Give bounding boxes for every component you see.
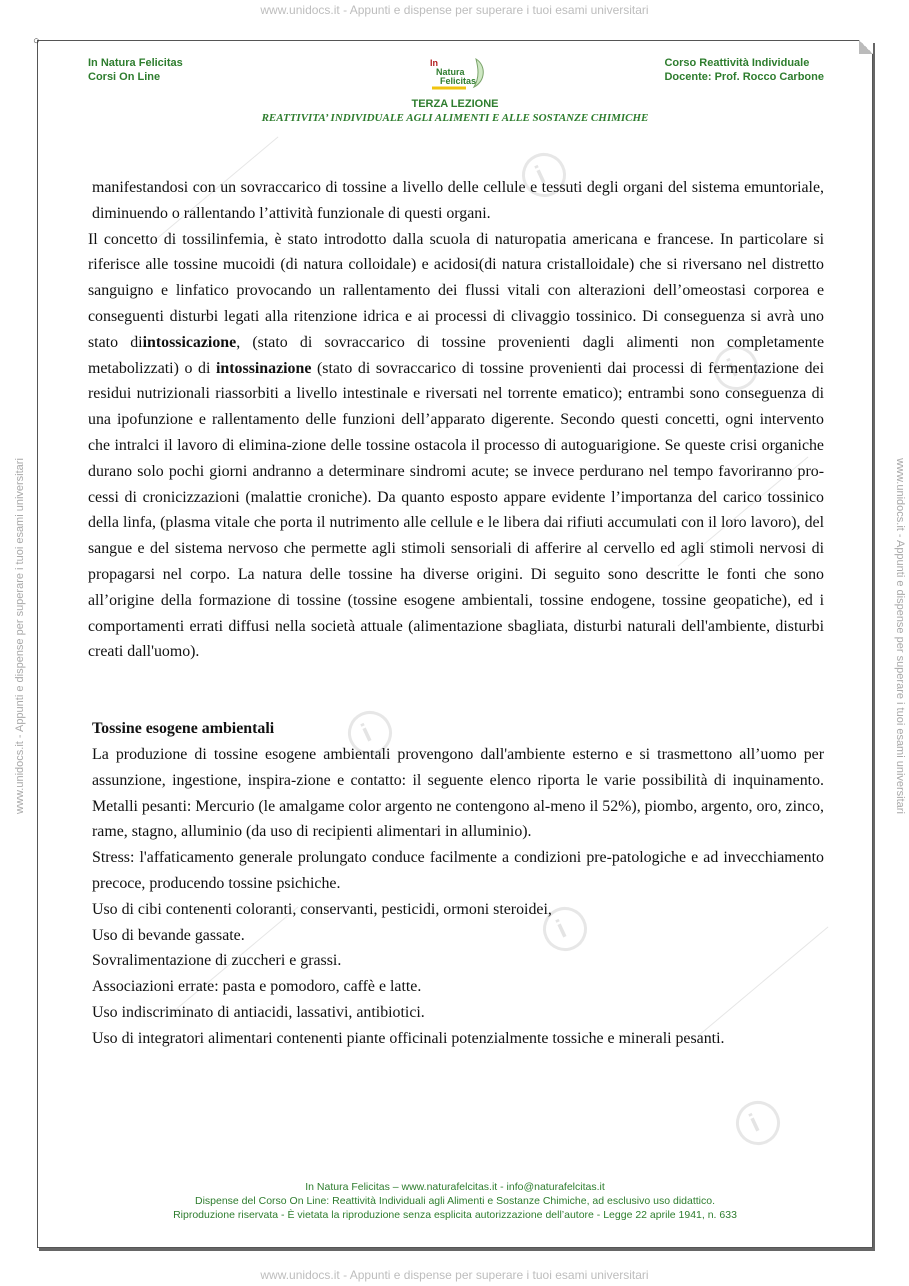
paragraph-text: (stato di sovraccarico di tossine provenienti dai processi di fermentazione dei residui nutrizionali riassorbiti a livello intestinale e riversati nel torrente ematico); entrambi sono conseguenza di una ipofunzione e rallentamento delle funzioni dell’apparato digerente. Secondo questi concetti, ogni intervento che intralci il lavoro di elimina-zione delle tossine ostacola il processo di autoguarigione. Se queste crisi organiche durano solo pochi giorni andranno a determinare sindromi acute; se invece perdurano nel tempo favoriranno pro-cessi di cronicizzazioni (malattie croniche). Da quanto esposto appare evidente l’importanza del carico tossinico della linfa, (plasma vitale che porta il nutrimento alle cellule e le libera dai rifiuti accumulati con il loro lavoro), del sangue e del sistema nervoso che permette agli stimoli sensoriali di afferire al cervello ed agli stimoli nervosi di propagarsi nel corpo. La natura delle tossine ha diverse origini. Di seguito sono descritte le fonti che sono all’origine della formazione di tossine (tossine esogene ambientali, tossine endogene, tossine geopatiche), ed i comportamenti errati diffusi nella società attuale (alimentazione sbagliata, disturbi naturali dell'ambiente, disturbi creati dall'uomo). [88,359,824,661]
document-page [33,35,873,1248]
term-intossicazione: intossicazione [142,333,237,351]
lesson-subtitle: REATTIVITA’ INDIVIDUALE AGLI ALIMENTI E ALLE SOSTANZE CHIMICHE [261,112,649,124]
list-item: Sovralimentazione di zuccheri e grassi. [92,952,342,970]
footer-line: Riproduzione riservata - È vietata la riproduzione senza esplicita autorizzazione dell’autore - Legge 22 aprile 1941, n. 633 [173,1209,737,1221]
footer-line: In Natura Felicitas – www.naturafelcitas.it - info@naturafelcitas.it [305,1181,605,1193]
term-intossinazione: intossinazione [216,359,312,377]
list-item: Associazioni errate: pasta e pomodoro, caffè e latte. [92,978,422,996]
footer-line: Dispense del Corso On Line: Reattività Individuali agli Alimenti e Sostanze Chimiche, ad esclusivo uso didattico. [194,1195,716,1207]
paragraph: manifestandosi con un sovraccarico di tossine a livello delle cellule e tessuti degli organi del sistema emuntoriale, diminuendo o rallentando l’attività funzionale di questi organi. [92,179,824,222]
watermark-top: www.unidocs.it - Appunti e dispense per superare i tuoi esami universitari [260,3,649,17]
logo-text-felicitas: Felicitas [440,76,477,86]
logo [426,55,492,91]
header-org: In Natura Felicitas [88,57,183,69]
watermark-bottom: www.unidocs.it - Appunti e dispense per superare i tuoi esami universitari [260,1268,649,1282]
watermark-right: www.unidocs.it - Appunti e dispense per superare i tuoi esami universitari [894,458,906,814]
header-teacher: Docente: Prof. Rocco Carbone [664,71,824,83]
logo-text-in: In [430,58,438,68]
watermark-left: www.unidocs.it - Appunti e dispense per superare i tuoi esami universitari [14,458,26,814]
page-curl-icon [859,40,873,54]
lesson-title: TERZA LEZIONE [411,98,499,110]
paragraph: La produzione di tossine esogene ambientali provengono dall'ambiente esterno e si trasmettono all’uomo per assunzione, ingestione, inspira-zione e contatto: il seguente elenco riporta le varie possibilità di inquinamento. Metalli pesanti: Mercurio (le amalgame color argento ne contengono al-meno il 52%), piombo, argento, oro, zinco, rame, stagno, alluminio (da uso di recipienti alimentari in alluminio). [92,745,824,841]
paragraph-text: Il concetto di tossilinfemia, è stato introdotto dalla scuola di naturopatia americana e francese. In particolare si riferisce alle tossine mucoidi (di natura colloidale) e acidosi(di natura cristalloidale) che si riversano nel distretto sanguigno e linfatico provocando un rallentamento dei flussi vitali con alterazioni dell’omeostasi corporea e conseguenti disturbi legati alla ritenzione idrica e ai processi di clivaggio tossinico. Di conseguenza si avrà uno stato di [88,230,824,351]
paragraph-text: , (stato di sovraccarico di tossine provenienti dagli alimenti non completamente metabolizzati) o di [88,333,824,377]
list-item: Uso di bevande gassate. [92,926,245,944]
section-title: Tossine esogene ambientali [92,720,275,738]
paragraph: Stress: l'affaticamento generale prolungato conduce facilmente a condizioni pre-patologiche e ad invecchiamento precoce, producendo tossine psichiche. [92,849,824,892]
logo-text-natura: Natura [436,67,465,77]
page-footer [38,1180,872,1222]
watermark-stamp-icon [729,1094,787,1152]
header-courses: Corsi On Line [88,71,161,83]
list-item: Uso di integratori alimentari contenenti piante officinali potenzialmente tossiche e minerali pesanti. [92,1029,725,1047]
header-course: Corso Reattività Individuale [664,57,810,69]
spacer [88,665,824,716]
paragraph [88,227,824,666]
list-item: Uso indiscriminato di antiacidi, lassativi, antibiotici. [92,1003,425,1021]
pin-icon: ○ [33,35,40,47]
header-right [664,56,824,84]
header-left [88,56,183,84]
list-item: Uso di cibi contenenti coloranti, conservanti, pesticidi, ormoni steroidei, [92,900,552,918]
document-body [88,175,824,1052]
